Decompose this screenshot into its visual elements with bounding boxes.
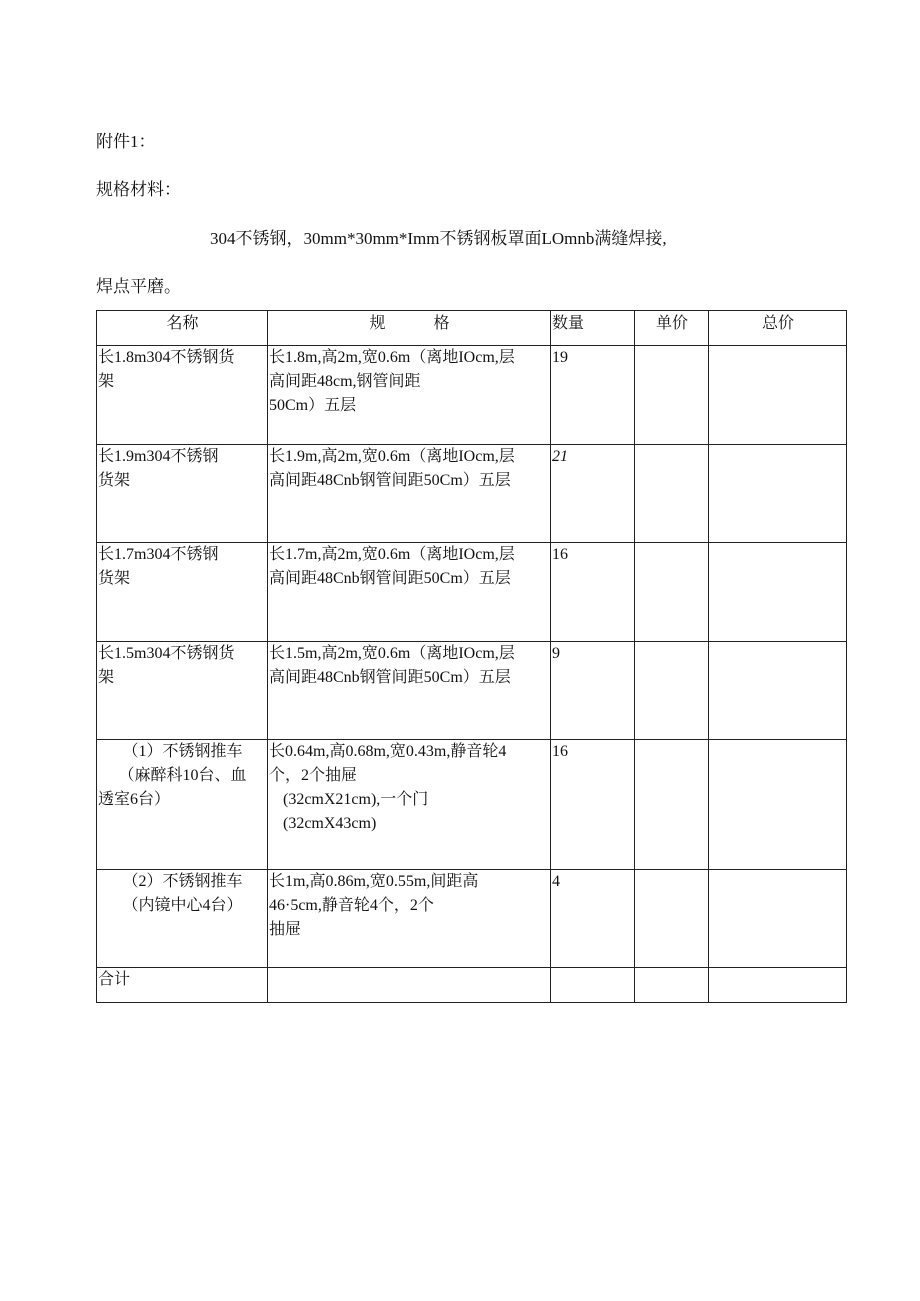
item-name: 长1.7m304不锈钢 货架 (97, 543, 268, 642)
item-unit-price (635, 445, 709, 543)
table-total-row (97, 968, 847, 1003)
spec-label: 规格材料： (96, 180, 181, 199)
item-total-price (709, 870, 847, 968)
table-row (97, 543, 847, 642)
item-spec: 长1m,高0.86m,宽0.55m,间距高 46·5cm,静音轮4个，2个 抽屉 (268, 870, 551, 968)
header-total-price: 总价 (709, 311, 847, 346)
attachment-label: 附件1： (96, 132, 156, 151)
item-spec: 长1.9m,高2m,宽0.6m（离地IOcm,层 高间距48Cnb钢管间距50Cm）五层 (268, 445, 551, 543)
spec-table (96, 310, 847, 1003)
item-quantity: 21 (551, 445, 635, 543)
table-row (97, 642, 847, 740)
header-unit-price: 单价 (635, 311, 709, 346)
item-unit-price (635, 870, 709, 968)
item-quantity: 4 (551, 870, 635, 968)
item-spec: 长1.5m,高2m,宽0.6m（离地IOcm,层 高间距48Cnb钢管间距50Cm）五层 (268, 642, 551, 740)
total-price (709, 968, 847, 1003)
material-description-continued: 焊点平磨。 (96, 277, 181, 296)
item-name: （2）不锈钢推车 （内镜中心4台） (97, 870, 268, 968)
total-quantity (551, 968, 635, 1003)
item-unit-price (635, 346, 709, 445)
item-total-price (709, 445, 847, 543)
item-name: 长1.8m304不锈钢货 架 (97, 346, 268, 445)
header-spec: 规 格 (268, 311, 551, 346)
item-spec: 长1.8m,高2m,宽0.6m（离地IOcm,层 高间距48cm,钢管间距 50Cm）五层 (268, 346, 551, 445)
item-unit-price (635, 740, 709, 870)
total-label: 合计 (97, 968, 268, 1003)
item-total-price (709, 642, 847, 740)
total-spec (268, 968, 551, 1003)
item-total-price (709, 543, 847, 642)
item-name: 长1.9m304不锈钢 货架 (97, 445, 268, 543)
item-spec: 长1.7m,高2m,宽0.6m（离地IOcm,层 高间距48Cnb钢管间距50Cm）五层 (268, 543, 551, 642)
item-unit-price (635, 543, 709, 642)
item-total-price (709, 346, 847, 445)
header-name: 名称 (97, 311, 268, 346)
item-name: 长1.5m304不锈钢货 架 (97, 642, 268, 740)
item-quantity: 9 (551, 642, 635, 740)
item-name: （1）不锈钢推车 （麻醉科10台、血 透室6台） (97, 740, 268, 870)
item-quantity: 16 (551, 543, 635, 642)
table-row (97, 445, 847, 543)
material-description: 304不锈钢，30mm*30mm*Imm不锈钢板罩面LOmnb满缝焊接, (210, 229, 667, 248)
table-header-row (97, 311, 847, 346)
item-quantity: 16 (551, 740, 635, 870)
table-row (97, 870, 847, 968)
table-row (97, 346, 847, 445)
item-total-price (709, 740, 847, 870)
item-unit-price (635, 642, 709, 740)
item-spec: 长0.64m,高0.68m,宽0.43m,静音轮4 个，2个抽屉 (32cmX21cm),一个门 (32cmX43cm) (268, 740, 551, 870)
table-row (97, 740, 847, 870)
header-quantity: 数量 (551, 311, 635, 346)
item-quantity: 19 (551, 346, 635, 445)
total-unit-price (635, 968, 709, 1003)
